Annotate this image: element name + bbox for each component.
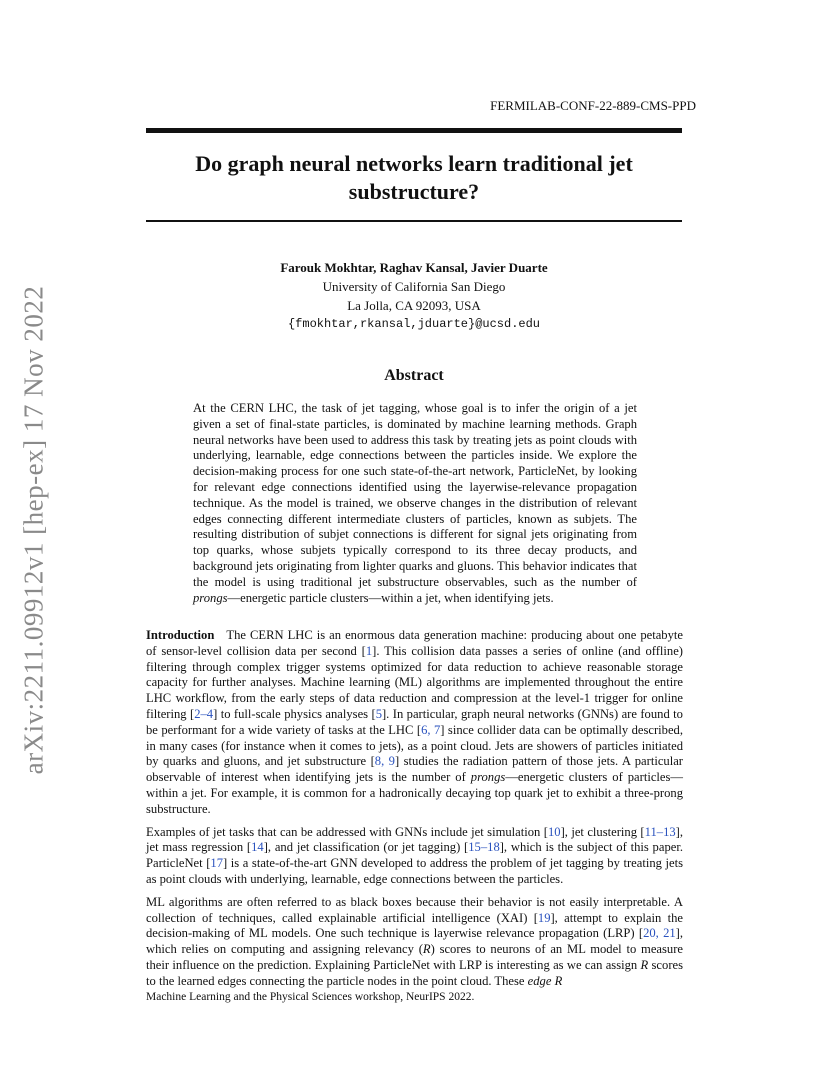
arxiv-stamp: [16, 280, 52, 780]
citation-link[interactable]: 2–4: [194, 706, 214, 721]
abstract-text: [193, 401, 637, 606]
xai-paragraph: [146, 895, 683, 990]
paper-title: [146, 150, 682, 206]
title-line-1: Do graph neural networks learn traditional jet: [195, 151, 633, 176]
citation-link[interactable]: 19: [537, 910, 551, 925]
abstract-part-1: At the CERN LHC, the task of jet tagging, whose goal is to infer the origin of a jet given a set of final-state particles, is dominated by machine learning methods. Graph neural networks have been used to address this task by treating jets as point clouds with underlying, learnable, edge connections between the particles inside. We explore the decision-making process for one such state-of-the-art network, ParticleNet, by looking for relevant edge connections identified using the layerwise-relevance propagation technique. As the model is trained, we observe changes in the distribution of relevant edges connecting different intermediate clusters of particles, known as subjets. The resulting distribution of subjet connections is different for signal jets originating from top quarks, whose subjets typically correspond to its three decay products, and background jets originating from lighter quarks and gluons. This behavior indicates that the model is using traditional jet substructure observables, such as the number of: [193, 401, 637, 589]
examples-text: Examples of jet tasks that can be addressed with GNNs include jet simulation [: [146, 824, 548, 839]
citation-link[interactable]: 8, 9: [374, 754, 395, 769]
xai-text: ) scores to neurons of an ML model to measure their influence on the prediction. Explaining ParticleNet with LRP is interesting as we can assign: [146, 942, 683, 972]
author-email: {fmokhtar,rkansal,jduarte}@ucsd.edu: [287, 317, 541, 331]
xai-text: ], which relies on computing and assigning relevancy (: [146, 926, 684, 957]
examples-text: ], jet clustering [: [560, 824, 645, 839]
intro-text: —energetic clusters of particles—within a jet. For example, it is common for a hadronically decaying top quark jet to exhibit a three-prong substructure.: [146, 770, 684, 816]
title-top-rule: [146, 128, 682, 133]
author-affiliation: University of California San Diego: [322, 279, 506, 294]
intro-text: ]. In particular, graph neural networks (GNNs) are found to be performant for a wide variety of tasks at the LHC [: [146, 706, 683, 737]
intro-text: ] to full-scale physics analyses [: [213, 706, 376, 721]
examples-paragraph: [146, 825, 683, 888]
citation-link[interactable]: 20, 21: [643, 926, 676, 941]
author-location: La Jolla, CA 92093, USA: [347, 298, 481, 313]
citation-link[interactable]: 17: [210, 856, 224, 871]
intro-em: prongs: [470, 770, 506, 785]
footer-note: Machine Learning and the Physical Sciences workshop, NeurIPS 2022.: [146, 991, 475, 1003]
report-number: FERMILAB-CONF-22-889-CMS-PPD: [490, 98, 696, 113]
intro-text: ] studies the radiation pattern of those jets. A particular observable of interest when identifying jets is the number of: [146, 754, 684, 785]
title-line-2: substructure?: [348, 179, 480, 204]
intro-heading: Introduction: [146, 628, 215, 642]
relevance-symbol: R: [422, 942, 431, 957]
citation-link[interactable]: 14: [251, 840, 264, 855]
xai-text: ML algorithms are often referred to as black boxes because their behavior is not easily interpretable. A collection of techniques, called explainable artificial intelligence (XAI) [: [146, 894, 683, 925]
examples-text: ], which is the subject of this paper. ParticleNet [: [146, 840, 683, 871]
abstract-heading: Abstract: [384, 367, 444, 384]
examples-text: ], and jet classification (or jet tagging) [: [263, 840, 469, 855]
intro-text: ]. This collision data passes a series of online (and offline) filtering through complex trigger systems optimized for data reduction to achieve reasonable storage capacity for further analyses. Machine learning (ML) algorithms are implemented throughout the entire LHC workflow, from the early steps of data reduction and compression at the level-1 trigger for online filtering [: [146, 643, 683, 721]
relevance-symbol: R: [640, 957, 649, 972]
author-names: Farouk Mokhtar, Raghav Kansal, Javier Duarte: [280, 260, 548, 275]
body-text: [146, 628, 683, 997]
examples-text: ], jet mass regression [: [146, 824, 684, 855]
xai-em: edge R: [527, 973, 563, 988]
author-block: [146, 258, 682, 334]
title-bottom-rule: [146, 220, 682, 222]
citation-link[interactable]: 5: [375, 706, 382, 721]
abstract-part-2: —energetic particle clusters—within a jet, when identifying jets.: [227, 590, 554, 605]
arxiv-stamp-text: arXiv:2211.09912v1 [hep-ex] 17 Nov 2022: [18, 285, 49, 775]
citation-link[interactable]: 6, 7: [421, 722, 441, 737]
abstract-em: prongs: [193, 590, 228, 605]
citation-link[interactable]: 1: [365, 643, 373, 658]
examples-text: ] is a state-of-the-art GNN developed to address the problem of jet tagging by treating jets as point clouds with underlying, learnable, edge connections between the particles.: [146, 856, 683, 886]
intro-paragraph: [146, 628, 683, 818]
xai-text: ], attempt to explain the decision-making of ML models. One such technique is layerwise relevance propagation (LRP) [: [146, 910, 683, 941]
citation-link[interactable]: 10: [547, 824, 561, 839]
intro-text: The CERN LHC is an enormous data generation machine: producing about one petabyte of sensor-level collision data per second [: [146, 628, 683, 658]
citation-link[interactable]: 15–18: [468, 840, 500, 855]
intro-text: ] since collider data can be optimally described, in many cases (for instance when it comes to jets), as a point cloud. Jets are showers of particles initiated by quarks and gluons, and jet substructure [: [146, 722, 684, 769]
citation-link[interactable]: 11–13: [644, 824, 676, 839]
xai-text: scores to the learned edges connecting the particle nodes in the point cloud. These: [146, 957, 684, 988]
